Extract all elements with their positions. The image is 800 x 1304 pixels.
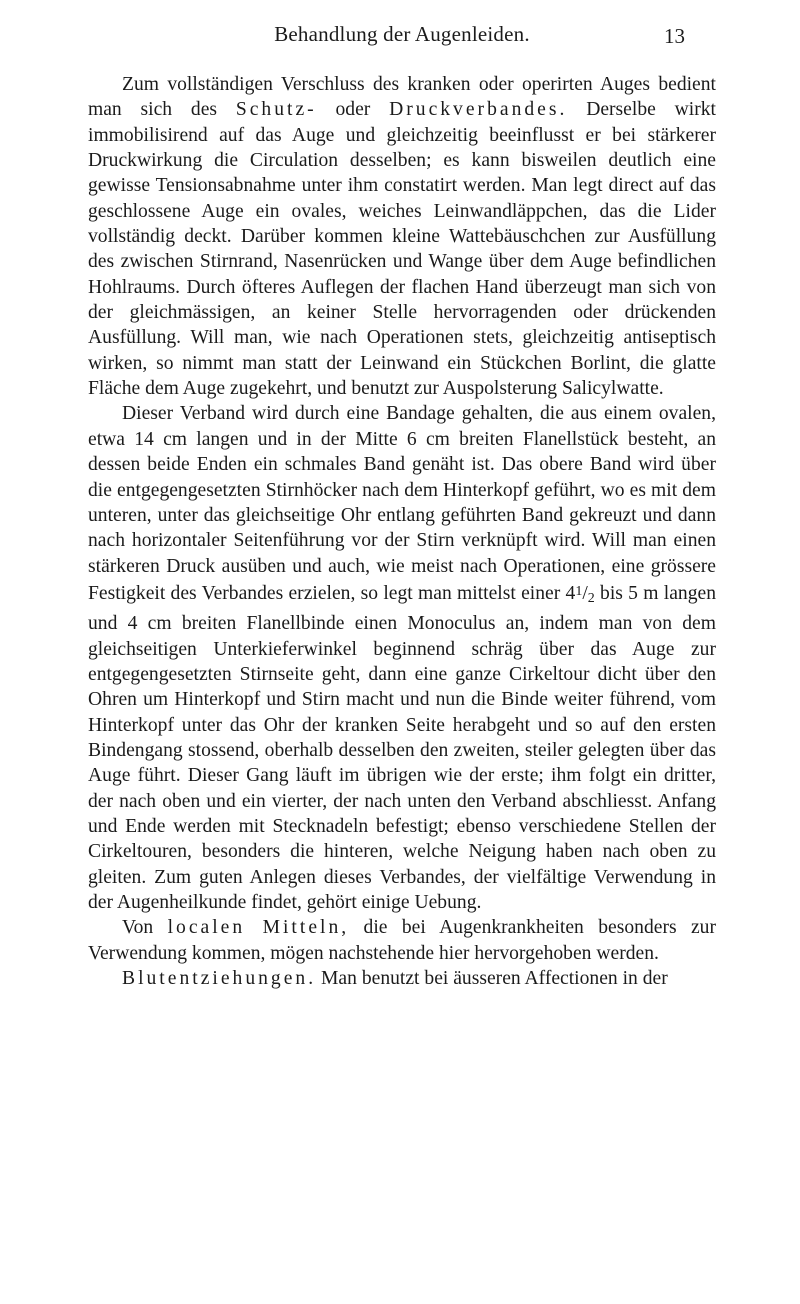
running-head-title: Behandlung der Augenleiden. — [274, 22, 530, 46]
paragraph-schutzverband — [88, 72, 716, 401]
emphasized-term: Blutentziehungen. — [122, 968, 317, 990]
paragraph-blutentziehungen — [88, 966, 716, 991]
body-text — [88, 72, 716, 991]
paragraph-text: bis 5 m langen und 4 cm breiten Flanellbinde einen Monoculus an, indem man von dem gleichseitigen Unterkieferwinkel beginnend schräg über das Auge zur entgegengesetzten Stirnseite geht, dann eine ganze Cirkeltour dicht über den Ohren um Hinterkopf und Stirn macht und nun die Binde weiter führend, vom Hinterkopf unter das Ohr der kranken Seite herabgeht und so auf den ersten Bindengang stossend, oberhalb desselben den zweiten, steiler gelegten über das Auge führt. Dieser Gang läuft im übrigen wie der erste; ihm folgt ein dritter, der nach oben und ein vierter, der nach unten den Verband abschliesst. Anfang und Ende werden mit Stecknadeln befestigt; ebenso verschiedene Stellen der Cirkeltouren, besonders die hinteren, welche Neigung haben nach oben zu gleiten. Zum guten Anlegen dieses Verbandes, der vielfältige Verwendung in der Augenheilkunde findet, gehört einige Uebung. — [88, 582, 716, 913]
paragraph-text: oder — [316, 99, 390, 121]
paragraph-text: Man benutzt bei äusseren Affectionen in der — [316, 968, 668, 990]
running-head — [0, 22, 800, 52]
page-number: 13 — [664, 24, 685, 48]
fraction-numerator: 1 — [575, 583, 583, 599]
paragraph-text: Von — [122, 917, 168, 939]
paragraph-text: die bei Augenkrankheiten besonders zur Verwendung kommen, mögen nachstehende hier hervorgehoben werden. — [88, 917, 716, 964]
paragraph-text: Derselbe wirkt immobilisirend auf das Auge und gleichzeitig beeinflusst er bei stärkerer Druckwirkung die Circulation desselben; es kann bisweilen deutlich eine gewisse Tensionsabnahme unter ihm constatirt werden. Man legt direct auf das geschlossene Auge ein ovales, weiches Leinwandläppchen, das die Lider vollständig deckt. Darüber kommen kleine Wattebäuschchen zur Ausfüllung des zwischen Stirnrand, Nasenrücken und Wange über dem Auge befindlichen Hohlraums. Durch öfteres Auflegen der flachen Hand überzeugt man sich von der gleichmässigen, an keiner Stelle hervorragenden oder drückenden Ausfüllung. Will man, wie nach Operationen stets, gleichzeitig antiseptisch wirken, so nimmt man statt der Leinwand ein Stückchen Borlint, die glatte Fläche dem Auge zugekehrt, und benutzt zur Auspolsterung Salicylwatte. — [88, 99, 716, 400]
paragraph-text: Dieser Verband wird durch eine Bandage gehalten, die aus einem ovalen, etwa 14 cm langen und in der Mitte 6 cm breiten Flanellstück besteht, an dessen beide Enden ein schmales Band genäht ist. Das obere Band wird über die entgegengesetzten Stirnhöcker nach dem Hinterkopf geführt, wo es mit dem unteren, unter das gleichseitige Ohr entlang geführten Band gekreuzt und dann nach horizontaler Seitenführung vor der Stirn verknüpft wird. Will man einen stärkeren Druck ausüben und auch, wie meist nach Operationen, eine grössere Festigkeit des Verbandes erzielen, so legt man mittelst einer 4 — [88, 403, 716, 604]
paragraph-bandage — [88, 401, 716, 915]
fraction-denominator: 2 — [587, 590, 595, 606]
paragraph-locale-mittel — [88, 915, 716, 966]
paragraph-text: Zum vollständigen Verschluss des kranken oder operirten Auges bedient man sich des — [88, 74, 716, 121]
emphasized-term: localen Mitteln, — [167, 917, 350, 939]
emphasized-term: Schutz- — [235, 99, 317, 121]
emphasized-term: Druckverbandes. — [389, 99, 568, 121]
fraction-separator: / — [582, 582, 588, 604]
